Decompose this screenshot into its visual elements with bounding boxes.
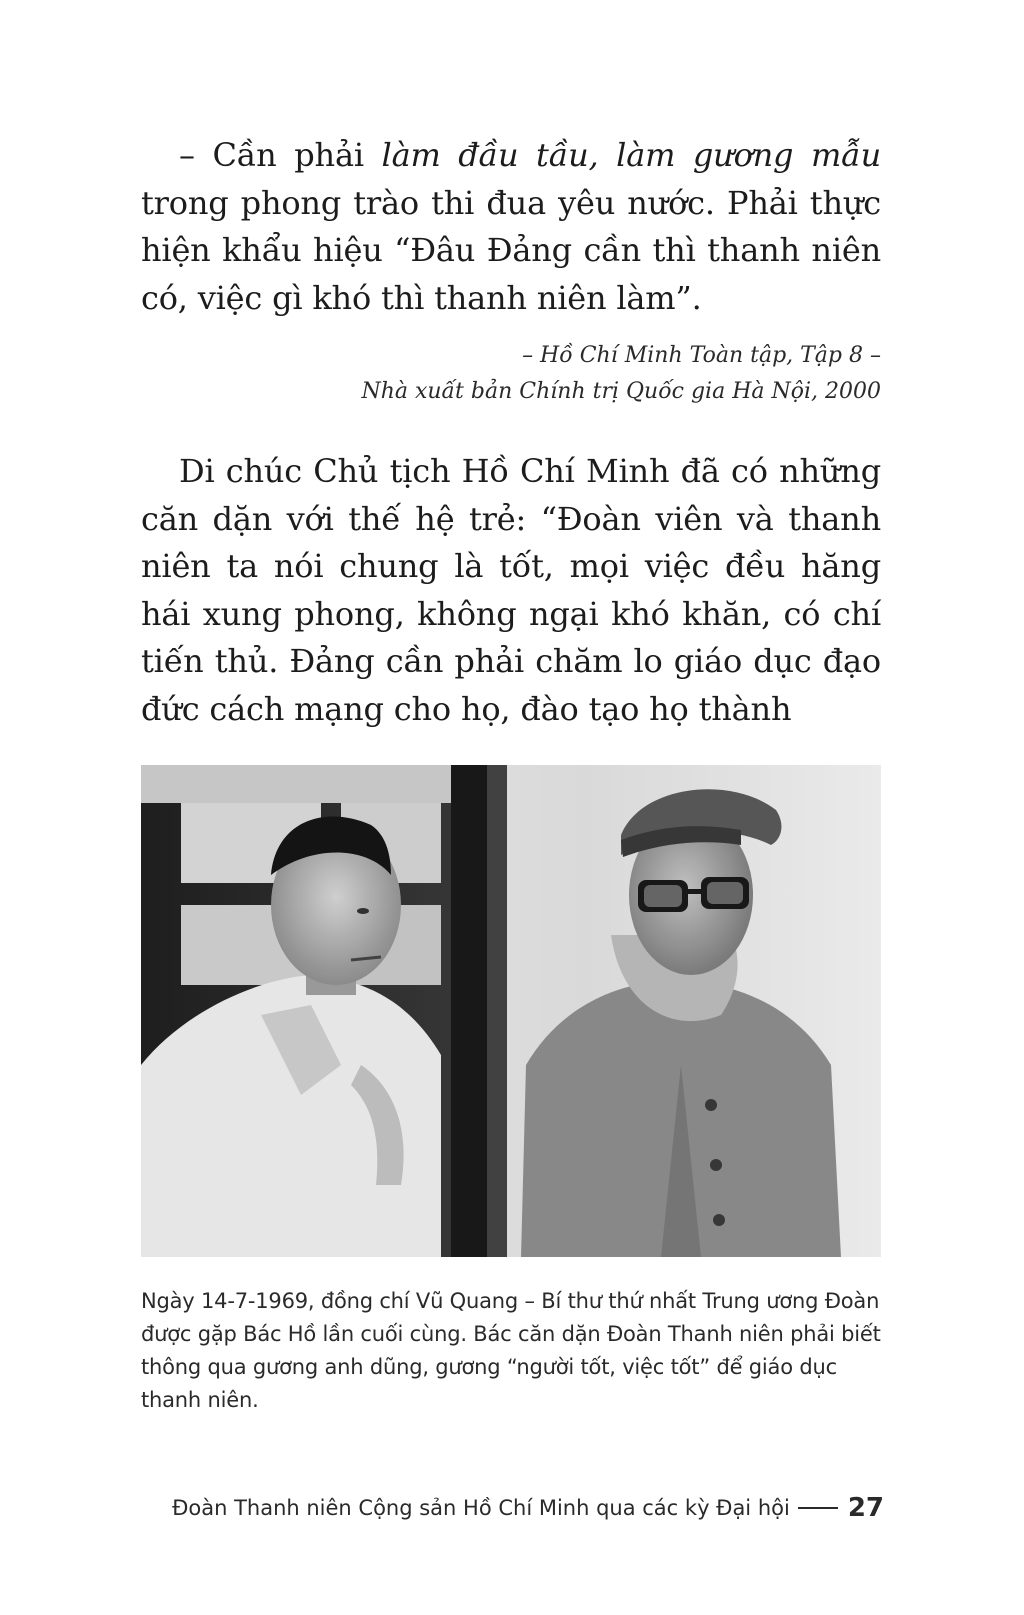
quote-emphasis: làm đầu tầu, làm gương mẫu xyxy=(381,136,881,174)
page-footer xyxy=(172,1491,884,1525)
photo-illustration xyxy=(141,765,881,1257)
running-title: Đoàn Thanh niên Cộng sản Hồ Chí Minh qua các kỳ Đại hội xyxy=(172,1496,790,1520)
quote-text-end: trong phong trào thi đua yêu nước. Phải thực hiện khẩu hiệu “Đâu Đảng cần thì thanh niên có, việc gì khó thì thanh niên làm”. xyxy=(141,183,881,317)
page-number: 27 xyxy=(847,1493,884,1523)
quote-text-start: – Cần phải xyxy=(179,136,382,174)
footer-rule xyxy=(798,1507,838,1509)
source-citation xyxy=(141,338,881,410)
quote-paragraph xyxy=(141,132,881,322)
body-paragraph: Di chúc Chủ tịch Hồ Chí Minh đã có những căn dặn với thế hệ trẻ: “Đoàn viên và thanh niên ta nói chung là tốt, mọi việc đều hăng hái xung phong, không ngại khó khăn, có chí tiến thủ. Đảng cần phải chăm lo giáo dục đạo đức cách mạng cho họ, đào tạo họ thành xyxy=(141,452,881,728)
citation-line-1: – Hồ Chí Minh Toàn tập, Tập 8 – xyxy=(522,343,881,368)
photo-caption: Ngày 14-7-1969, đồng chí Vũ Quang – Bí thư thứ nhất Trung ương Đoàn được gặp Bác Hồ lần cuối cùng. Bác căn dặn Đoàn Thanh niên phải biết thông qua gương anh dũng, gương “người tốt, việc tốt” để giáo dục thanh niên. xyxy=(141,1289,881,1412)
citation-line-2: Nhà xuất bản Chính trị Quốc gia Hà Nội, 2000 xyxy=(361,379,881,404)
historical-photo xyxy=(141,765,881,1257)
